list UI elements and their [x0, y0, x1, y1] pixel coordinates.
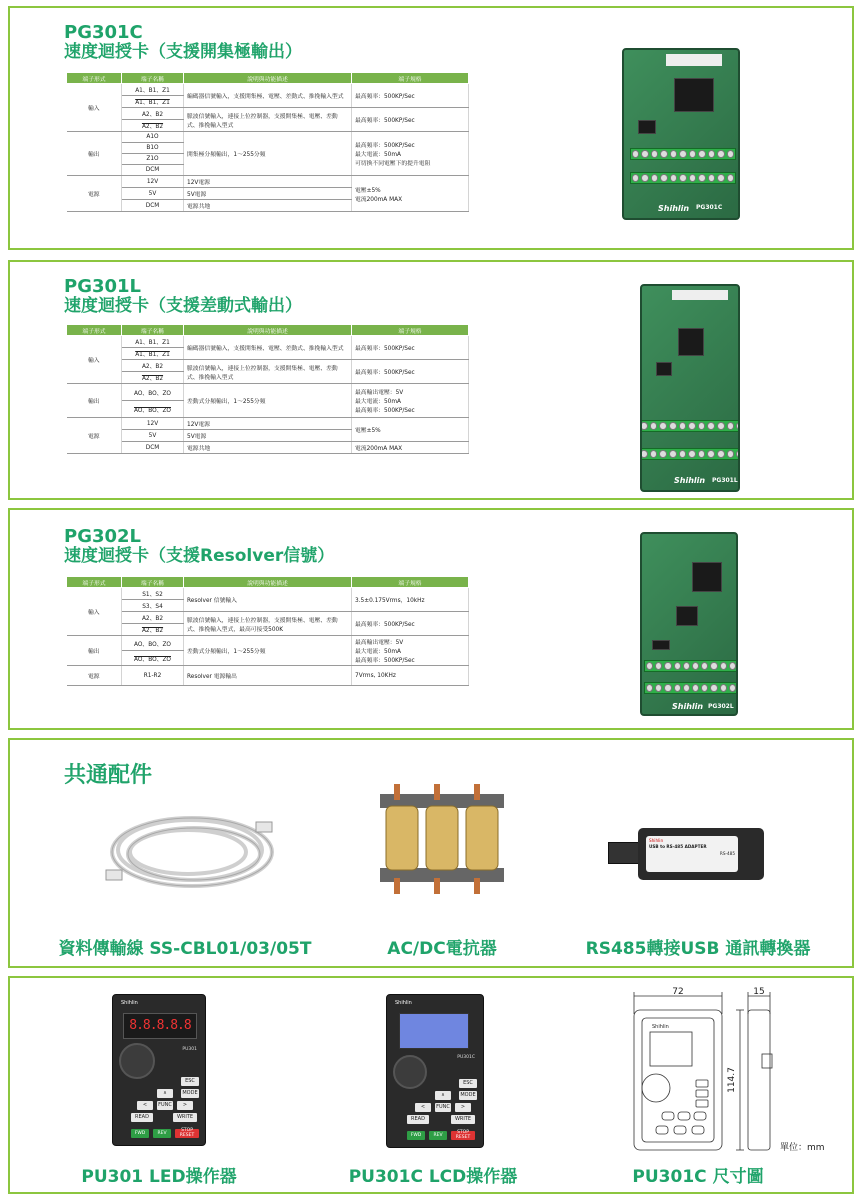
- function-desc: 脈波信號輸入，連接上位控制器，支援開集極、電壓、差動式、推挽輸入型式: [184, 360, 352, 384]
- col-header: 端子名稱: [122, 73, 184, 84]
- pg301c-panel: [8, 6, 854, 250]
- terminal-spec: 最高輸出電壓：5V 最大電流：50mA 最高頻率：500KP/Sec: [352, 384, 469, 418]
- pg302l-title: [64, 528, 334, 565]
- function-desc: 脈波信號輸入，連接上位控制器，支援開集極、電壓、差動式、推挽輸入型式，最高可接受500K: [184, 612, 352, 636]
- function-desc: 12V電源: [184, 418, 352, 430]
- mode-key: MODE: [460, 1092, 476, 1098]
- terminal-spec: 電壓±5%: [352, 418, 469, 442]
- dim-brand: Shihlin: [652, 1024, 669, 1030]
- function-desc: 編碼器信號輸入，支援開集極、電壓、差動式、推挽輸入型式: [184, 336, 352, 360]
- function-desc: 差動式分頻輸出，1～255分頻: [184, 636, 352, 666]
- terminal-spec: 最高頻率：500KP/Sec: [352, 360, 469, 384]
- terminal-name: B1O: [122, 143, 184, 154]
- reactor-photo: [374, 784, 510, 894]
- accessories-title: 共通配件: [64, 763, 153, 788]
- pg301l-board-photo: [640, 284, 740, 492]
- left-key: <: [415, 1103, 431, 1112]
- up-key: ∧: [435, 1091, 451, 1100]
- terminal-spec: 電壓±5% 電流200mA MAX: [352, 176, 469, 212]
- row-type: 電源: [67, 666, 122, 686]
- accessories-panel: [8, 738, 854, 968]
- terminal-spec: 最高頻率：500KP/Sec 最大電流：50mA 可切換不同電壓下的提升電阻: [352, 132, 469, 176]
- model-name: PG301L: [64, 276, 142, 297]
- function-desc: 電源共地: [184, 442, 352, 454]
- right-key: >: [177, 1101, 193, 1110]
- cable-photo: [102, 808, 280, 896]
- function-desc: 編碼器信號輸入，支援開集極、電壓、差動式、推挽輸入型式: [184, 84, 352, 108]
- dim-caption: PU301C 尺寸圖: [632, 1167, 764, 1187]
- right-key: >: [455, 1103, 471, 1112]
- up-key: ∧: [157, 1089, 173, 1098]
- function-desc: 12V電源: [184, 176, 352, 188]
- stop-key: STOP RESET: [175, 1129, 199, 1138]
- model-name: PG301C: [64, 22, 143, 43]
- subtitle: 速度迴授卡（支援差動式輸出）: [64, 296, 302, 316]
- terminal-spec: 7Vrms, 10KHz: [352, 666, 469, 686]
- fwd-key: FWD: [131, 1129, 149, 1138]
- subtitle: 速度迴授卡（支援開集極輸出）: [64, 42, 302, 62]
- function-desc: 電源共地: [184, 200, 352, 212]
- col-header: 端子規格: [352, 577, 469, 588]
- esc-key: ESC: [181, 1077, 199, 1086]
- row-type: 輸出: [67, 132, 122, 176]
- function-desc: 開集極分頻輸出，1～255分頻: [184, 132, 352, 176]
- function-desc: Resolver 信號輸入: [184, 588, 352, 612]
- board-brand: Shihlin: [672, 702, 704, 711]
- esc-key: ESC: [459, 1079, 477, 1088]
- adapter-text: USB to RS-485 ADAPTER: [649, 844, 707, 850]
- terminal-name: AO、BO、ZO: [122, 384, 184, 401]
- board-label: PG302L: [708, 703, 734, 710]
- mode-key: MODE: [182, 1090, 198, 1096]
- pcb-chip: [638, 120, 656, 134]
- write-key: WRITE: [173, 1113, 197, 1122]
- terminal-name: A2、B2: [122, 624, 184, 636]
- row-type: 輸出: [67, 384, 122, 418]
- left-key: <: [137, 1101, 153, 1110]
- keypad-brand: Shihlin: [121, 1000, 138, 1006]
- pg301l-panel: [8, 260, 854, 500]
- terminal-name: AO、BO、ZO: [122, 636, 184, 651]
- pg302l-panel: [8, 508, 854, 730]
- function-desc: Resolver 電源輸出: [184, 666, 352, 686]
- knob: [393, 1055, 427, 1089]
- rev-key: REV: [429, 1131, 447, 1140]
- led-display: 8.8.8.8.8: [123, 1013, 197, 1039]
- lcd-keypad-photo: [386, 994, 484, 1148]
- read-key: READ: [131, 1113, 153, 1122]
- fwd-key: FWD: [407, 1131, 425, 1140]
- function-desc: 5V電源: [184, 430, 352, 442]
- function-desc: 5V電源: [184, 188, 352, 200]
- terminal-name: S1、S2: [122, 588, 184, 600]
- read-key: READ: [407, 1115, 429, 1124]
- func-key: FUNC: [158, 1102, 172, 1108]
- col-header: 說明與功能描述: [184, 577, 352, 588]
- terminal-name: 12V: [122, 176, 184, 188]
- rev-key: REV: [153, 1129, 171, 1138]
- terminal-name: R1-R2: [122, 666, 184, 686]
- pg301l-title: [64, 278, 302, 315]
- write-key: WRITE: [451, 1115, 475, 1124]
- terminal-name: S3、S4: [122, 600, 184, 612]
- terminal-name: 5V: [122, 188, 184, 200]
- pcb-chip: [674, 78, 714, 112]
- terminal-name: A1、B1、Z1: [122, 336, 184, 348]
- terminal-name: Z1O: [122, 154, 184, 165]
- col-header: 端子規格: [352, 325, 469, 336]
- func-key: FUNC: [436, 1104, 450, 1110]
- usb-plug: [608, 842, 640, 864]
- terminal-spec: 最高頻率：500KP/Sec: [352, 612, 469, 636]
- dimension-drawing: [622, 984, 790, 1160]
- model-name: PG302L: [64, 526, 142, 547]
- row-type: 電源: [67, 418, 122, 454]
- terminal-name: A2、B2: [122, 612, 184, 624]
- adapter-brand: Shihlin: [649, 838, 664, 843]
- terminal-name: 12V: [122, 418, 184, 430]
- terminal-name: A2、B2: [122, 372, 184, 384]
- terminal-spec: 最高輸出電壓：5V 最大電流：50mA 最高頻率：500KP/Sec: [352, 636, 469, 666]
- led-keypad-photo: [112, 994, 206, 1146]
- row-type: 電源: [67, 176, 122, 212]
- terminal-name: DCM: [122, 442, 184, 454]
- pg302l-spec-table: [66, 576, 469, 686]
- adapter-label: [646, 836, 738, 872]
- keypad-model: PU301C: [457, 1055, 475, 1060]
- dim-height: 114.7: [727, 1067, 737, 1093]
- terminal-spec: 電流200mA MAX: [352, 442, 469, 454]
- col-header: 說明與功能描述: [184, 325, 352, 336]
- pg301c-board-photo: [622, 48, 740, 220]
- terminal-block: [640, 420, 740, 432]
- led-caption: PU301 LED操作器: [81, 1167, 237, 1187]
- col-header: 端子規格: [352, 73, 469, 84]
- pg302l-board-photo: [640, 532, 738, 716]
- pcb-sticker: [666, 54, 722, 66]
- terminal-name: A1、B1、Z1: [122, 348, 184, 360]
- terminal-name: A1、B1、Z1: [122, 84, 184, 96]
- cable-caption: 資料傳輸線 SS-CBL01/03/05T: [58, 939, 312, 959]
- row-type: 輸入: [67, 84, 122, 132]
- terminal-name: A2、B2: [122, 360, 184, 372]
- stop-key: STOP RESET: [451, 1131, 475, 1140]
- function-desc: 脈波信號輸入，連接上位控制器，支援開集極、電壓、差動式、推挽輸入型式: [184, 108, 352, 132]
- lcd-caption: PU301C LCD操作器: [348, 1167, 518, 1187]
- pg301l-spec-table: [66, 324, 469, 454]
- row-type: 輸入: [67, 336, 122, 384]
- dim-depth: 15: [753, 987, 765, 997]
- terminal-spec: 最高頻率：500KP/Sec: [352, 336, 469, 360]
- terminal-name: DCM: [122, 200, 184, 212]
- adapter-model: RS-485: [719, 850, 735, 856]
- pg301c-title: [64, 24, 302, 61]
- pcb-chip: [656, 362, 672, 376]
- terminal-block: [644, 660, 738, 672]
- terminal-name: DCM: [122, 165, 184, 176]
- col-header: 端子形式: [67, 325, 122, 336]
- pcb-chip: [676, 606, 698, 626]
- col-header: 端子形式: [67, 73, 122, 84]
- terminal-spec: 最高頻率：500KP/Sec: [352, 108, 469, 132]
- usb-adapter-photo: [608, 828, 770, 880]
- board-brand: Shihlin: [674, 476, 706, 485]
- terminal-name: A2、B2: [122, 108, 184, 120]
- col-header: 端子形式: [67, 577, 122, 588]
- terminal-block: [630, 148, 736, 160]
- unit-label: 單位：mm: [780, 1143, 825, 1153]
- terminal-name: A1O: [122, 132, 184, 143]
- knob: [119, 1043, 155, 1079]
- board-label: PG301L: [712, 477, 738, 484]
- terminal-name: AO、BO、ZO: [122, 401, 184, 418]
- lcd-screen: [399, 1013, 469, 1049]
- function-desc: 差動式分頻輸出，1～255分頻: [184, 384, 352, 418]
- reactor-caption: AC/DC電抗器: [387, 939, 497, 959]
- terminal-block: [630, 172, 736, 184]
- pcb-chip: [652, 640, 670, 650]
- adapter-body: [638, 828, 764, 880]
- col-header: 端子名稱: [122, 325, 184, 336]
- pg301c-spec-table: [66, 72, 469, 212]
- adapter-caption: RS485轉接USB 通訊轉換器: [585, 939, 811, 959]
- col-header: 端子名稱: [122, 577, 184, 588]
- col-header: 說明與功能描述: [184, 73, 352, 84]
- subtitle: 速度迴授卡（支援Resolver信號）: [64, 546, 335, 566]
- row-type: 輸出: [67, 636, 122, 666]
- terminal-name: A1、B1、Z1: [122, 96, 184, 108]
- pcb-chip: [692, 562, 722, 592]
- terminal-name: AO、BO、ZO: [122, 651, 184, 666]
- terminal-spec: 最高頻率：500KP/Sec: [352, 84, 469, 108]
- pcb-chip: [678, 328, 704, 356]
- terminal-block: [640, 448, 740, 460]
- terminal-name: 5V: [122, 430, 184, 442]
- keypads-panel: [8, 976, 854, 1194]
- row-type: 輸入: [67, 588, 122, 636]
- dim-width: 72: [672, 987, 684, 997]
- terminal-name: A2、B2: [122, 120, 184, 132]
- keypad-brand: Shihlin: [395, 1000, 412, 1006]
- board-label: PG301C: [696, 204, 723, 211]
- board-brand: Shihlin: [658, 204, 690, 213]
- terminal-block: [644, 682, 738, 694]
- keypad-model: PU301: [182, 1047, 197, 1052]
- pcb-sticker: [672, 290, 728, 300]
- terminal-spec: 3.5±0.175Vrms，10kHz: [352, 588, 469, 612]
